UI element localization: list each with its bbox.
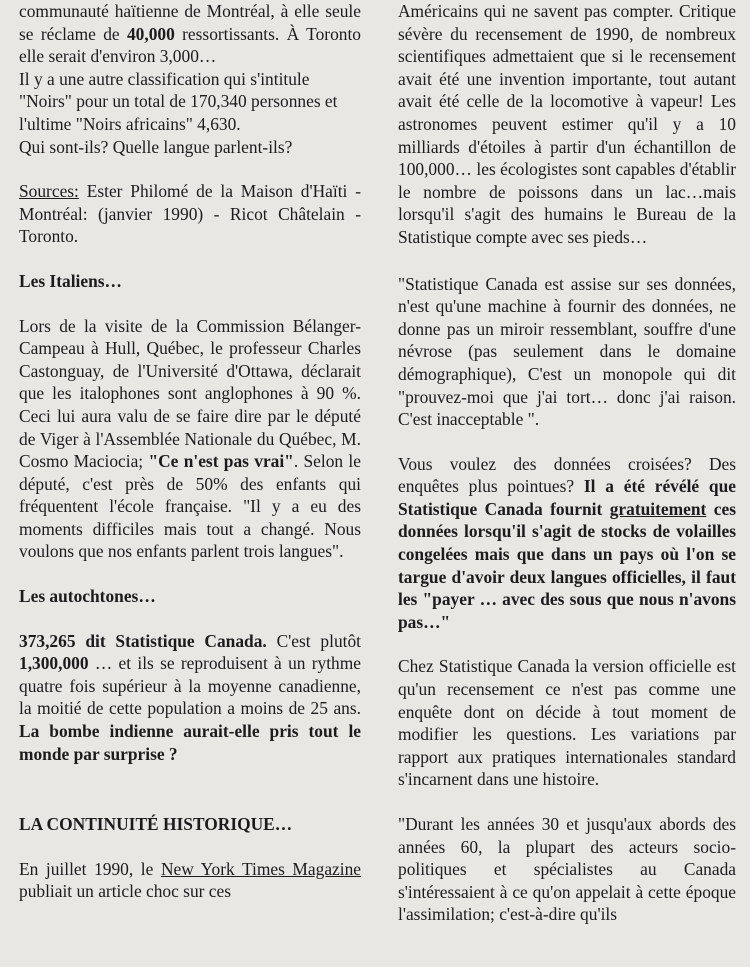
text-run: … et ils se reproduisent à un rythme quatre fois supérieur à la moyenne canadienne, la moitié de cette population a moins de 25 ans. — [19, 653, 361, 719]
right-column — [398, 0, 736, 926]
left-column — [19, 0, 361, 903]
sources-text: Ester Philomé de la Maison d'Haïti - Montréal: (janvier 1990) - Ricot Châtelain - Toronto. — [19, 181, 361, 247]
bold-quote: "Ce n'est pas vrai" — [148, 451, 294, 472]
bold-text: ces données lorsqu'il s'agit de stocks de volailles congelées mais que dans un pays où l'on se targue d'avoir deux langues officielles, il faut les "payer … avec des sous que nous n'avons pas…" — [398, 498, 736, 632]
paragraph-assimilation: "Durant les années 30 et jusqu'aux abords des années 60, la plupart des acteurs socio-politiques et spécialistes au Canada s'intéressaient à ce qu'on appelait à cette époque l'assimilation; c'est-à-dire qu'ils — [398, 814, 736, 925]
paragraph-italiens — [19, 315, 361, 564]
sources-label: Sources: — [19, 181, 79, 202]
column-gutter — [378, 0, 379, 967]
paragraph-census-critique: Américains qui ne savent pas compter. Critique sévère du recensement de 1990, de nombreux scientifiques admettaient que si le recensement avait été une invention importante, tout autant avait été celle de la locomotive à vapeur! Les astronomes peuvent estimer qu'il y a 10 milliards d'étoiles à partir d'un échantillon de 100,000… les écologistes sont capables d'établir le nombre de poissons dans un lac…mais lorsqu'il s'agit des humains le Bureau de la Statistique compte avec ses pieds… — [398, 1, 736, 247]
heading-continuite-historique: LA CONTINUITÉ HISTORIQUE… — [19, 814, 293, 835]
bold-statistic: 373,265 dit Statistique Canada. — [19, 630, 267, 651]
bold-number: 1,300,000 — [19, 653, 89, 674]
text-run: communauté haïtienne de Montréal, à elle seule se réclame de — [19, 1, 361, 44]
paragraph-statcan-quote: "Statistique Canada est assise sur ses données, n'est qu'une machine à fournir des données, ne donne pas un miroir ressemblant, souffre d'une névrose (pas seulement dans le domaine démographique), C'est un monopole qui dit "prouvez-moi que j'ai tort… donc j'ai raison. C'est inacceptable ". — [398, 273, 736, 430]
paragraph-haitian-community — [19, 0, 361, 68]
text-run: publiait un article choc sur ces — [19, 881, 231, 902]
text-run: En juillet 1990, le — [19, 858, 161, 879]
bold-text: Il a été révélé que Statistique Canada fournit — [398, 476, 736, 519]
bold-question: La bombe indienne aurait-elle pris tout le monde par surprise ? — [19, 721, 361, 764]
paragraph-question: Qui sont-ils? Quelle langue parlent-ils? — [19, 136, 293, 157]
text-run: C'est plutôt — [266, 630, 362, 651]
text-run: Vous voulez des données croisées? Des enquêtes plus pointues? — [398, 453, 736, 497]
heading-italiens: Les Italiens… — [19, 270, 122, 291]
paragraph-cross-data — [398, 453, 736, 634]
bold-number: 40,000 — [126, 23, 175, 44]
bold-underlined-word: gratuitement — [609, 498, 707, 519]
publication-title: New York Times Magazine — [160, 858, 361, 879]
paragraph-noirs: Il y a une autre classification qui s'intitule "Noirs" pour un total de 170,340 personnes et l'ultime "Noirs africains" 4,630. — [19, 68, 338, 134]
text-run: . Selon le député, c'est près de 50% des enfants qui fréquentent l'école française. "Il y a eu des moments difficiles mais tout a changé. Nous voulons que nos enfants parlent trois langues". — [19, 451, 361, 562]
text-run: Lors de la visite de la Commission Bélanger-Campeau à Hull, Québec, le professeur Charles Castonguay, de l'Université d'Ottawa, déclarait que les italophones sont anglophones à 90 %. Ceci lui aura valu de se faire dire par le député de Viger à l'Assemblée Nationale du Québec, M. Cosmo Maciocia; — [19, 315, 361, 472]
paragraph-sources — [19, 180, 361, 248]
text-run: ressortissants. À Toronto elle serait d'environ 3,000… — [19, 23, 361, 67]
heading-autochtones: Les autochtones… — [19, 586, 156, 607]
paragraph-autochtones — [19, 630, 361, 766]
paragraph-continuite — [19, 858, 361, 903]
paragraph-official-version: Chez Statistique Canada la version officielle est qu'un recensement ce n'est pas comme une enquête dont on décide à tout moment de modifier les questions. Les variations par rapport aux pratiques internationales standard s'incarnent dans une histoire. — [398, 656, 736, 790]
